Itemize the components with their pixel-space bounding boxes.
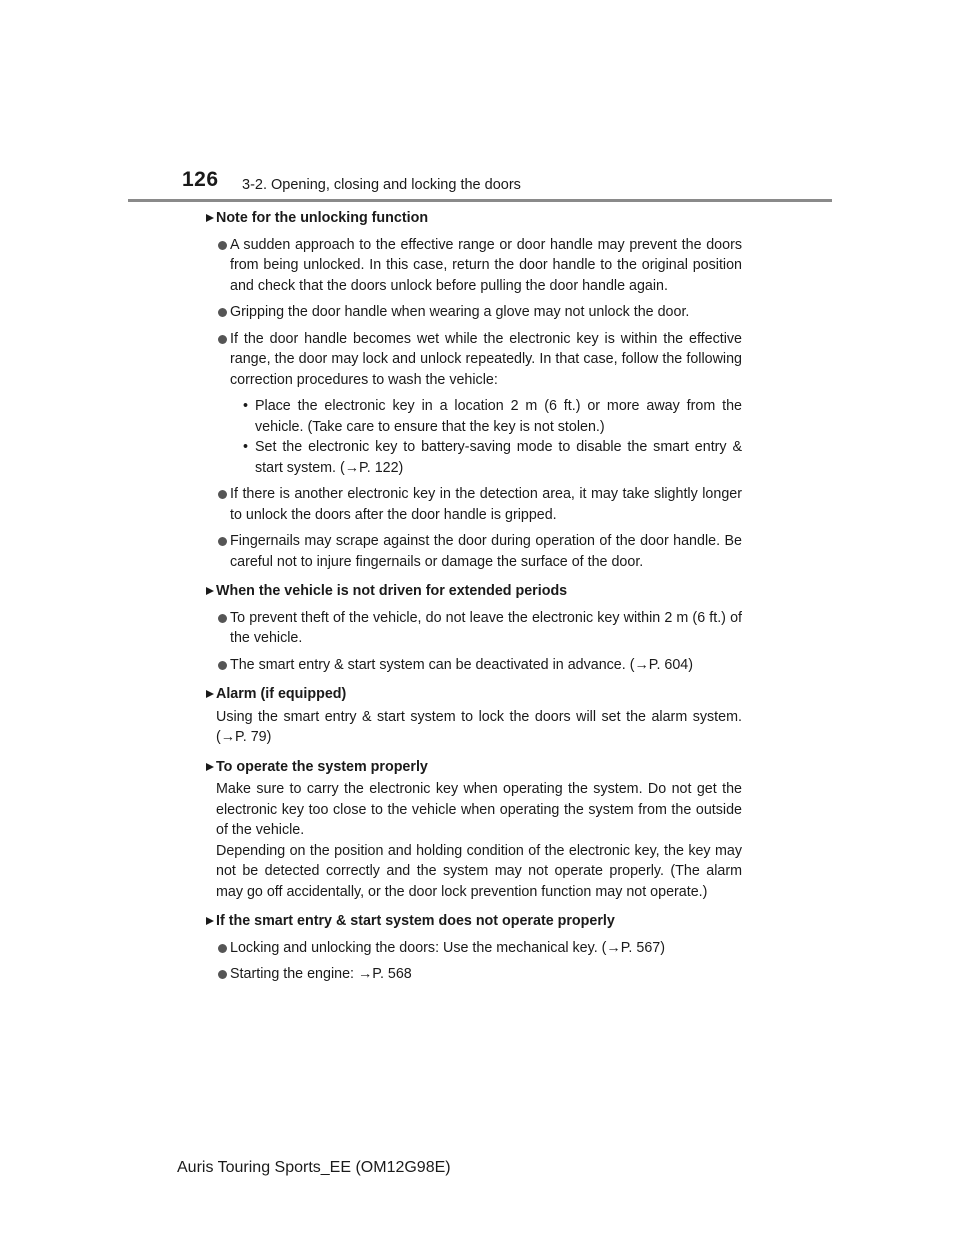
list-item bbox=[216, 302, 742, 323]
list-item-text: The smart entry & start system can be deactivated in advance. (→P. 604) bbox=[230, 656, 694, 673]
bullet-dot-icon bbox=[218, 661, 227, 670]
list-item-text: Starting the engine: →P. 568 bbox=[230, 966, 412, 982]
section-unlocking-function bbox=[216, 208, 742, 572]
heading-text: When the vehicle is not driven for extended periods bbox=[216, 583, 568, 599]
list-item-text: If the door handle becomes wet while the electronic key is within the effective range, the door may lock and unlock repeatedly. In that case, follow the following correction procedures to wash the vehicle: bbox=[230, 330, 742, 388]
sub-list-item-text: Set the electronic key to battery-saving mode to disable the smart entry & start system. (→P. 122) bbox=[255, 439, 742, 476]
heading-text: To operate the system properly bbox=[216, 758, 428, 775]
section-heading bbox=[216, 684, 742, 705]
section-heading bbox=[216, 911, 742, 932]
list-item-text: Locking and unlocking the doors: Use the mechanical key. (→P. 567) bbox=[230, 939, 665, 956]
page-number: 126 bbox=[182, 168, 219, 191]
section-gap bbox=[216, 902, 742, 911]
paragraph: Make sure to carry the electronic key when operating the system. Do not get the electronic key too close to the vehicle when operating the system from the outside of the vehicle. bbox=[216, 781, 742, 838]
sub-list-item bbox=[216, 437, 742, 478]
section-extended-periods bbox=[216, 581, 742, 675]
bullet-dot-icon bbox=[218, 490, 227, 499]
section-gap bbox=[216, 572, 742, 581]
bullet-dot-icon bbox=[218, 970, 227, 979]
heading-text: If the smart entry & start system does not operate properly bbox=[216, 913, 615, 929]
list-item-text: Fingernails may scrape against the door during operation of the door handle. Be careful not to injure fingernails or damage the surface of the door. bbox=[230, 533, 742, 570]
section-not-operating bbox=[216, 911, 742, 985]
list-item bbox=[216, 655, 742, 676]
section-heading bbox=[216, 581, 742, 602]
bullet-dot-icon bbox=[218, 335, 227, 344]
section-heading bbox=[216, 208, 742, 229]
sub-bullet-icon: • bbox=[243, 398, 249, 414]
section-operate-properly bbox=[216, 757, 742, 903]
section-heading bbox=[216, 757, 742, 778]
chapter-title: 3-2. Opening, closing and locking the doors bbox=[242, 177, 521, 193]
section-alarm bbox=[216, 684, 742, 748]
triangle-marker-icon bbox=[206, 587, 214, 595]
list-item-text: A sudden approach to the effective range or door handle may prevent the doors from being unlocked. In this case, return the door handle to the original position and check that the doors unlock before pulling the door handle again. bbox=[230, 236, 742, 294]
bullet-dot-icon bbox=[218, 944, 227, 953]
triangle-marker-icon bbox=[206, 917, 214, 925]
triangle-marker-icon bbox=[206, 690, 214, 698]
list-item bbox=[216, 531, 742, 572]
list-item-text: Gripping the door handle when wearing a glove may not unlock the door. bbox=[230, 304, 690, 320]
bullet-dot-icon bbox=[218, 241, 227, 250]
page-content bbox=[216, 208, 742, 985]
list-item bbox=[216, 608, 742, 649]
triangle-marker-icon bbox=[206, 763, 214, 771]
section-gap bbox=[216, 748, 742, 757]
paragraph: Using the smart entry & start system to lock the doors will set the alarm system. (→P. 79) bbox=[216, 708, 742, 745]
list-item bbox=[216, 484, 742, 525]
section-gap bbox=[216, 675, 742, 684]
sub-list-item bbox=[216, 396, 742, 437]
list-item bbox=[216, 235, 742, 297]
list-item bbox=[216, 329, 742, 391]
manual-id-footer: Auris Touring Sports_EE (OM12G98E) bbox=[177, 1159, 451, 1176]
triangle-marker-icon bbox=[206, 214, 214, 222]
heading-text: Alarm (if equipped) bbox=[216, 686, 347, 702]
header-divider bbox=[128, 199, 832, 202]
list-item bbox=[216, 938, 742, 959]
list-item-text: To prevent theft of the vehicle, do not leave the electronic key within 2 m (6 ft.) of the vehicle. bbox=[230, 609, 742, 646]
bullet-dot-icon bbox=[218, 614, 227, 623]
list-item bbox=[216, 964, 742, 985]
bullet-dot-icon bbox=[218, 308, 227, 317]
bullet-dot-icon bbox=[218, 537, 227, 546]
sub-bullet-icon: • bbox=[243, 439, 249, 455]
paragraph: Depending on the position and holding condition of the electronic key, the key may not be detected correctly and the system may not operate properly. (The alarm may go off accidentally, or the door lock prevention function may not operate.) bbox=[216, 842, 742, 900]
sub-list-item-text: Place the electronic key in a location 2 m (6 ft.) or more away from the vehicle. (Take care to ensure that the key is not stolen.) bbox=[255, 398, 742, 435]
heading-text: Note for the unlocking function bbox=[216, 210, 429, 226]
list-item-text: If there is another electronic key in the detection area, it may take slightly longer to unlock the doors after the door handle is gripped. bbox=[230, 486, 742, 523]
